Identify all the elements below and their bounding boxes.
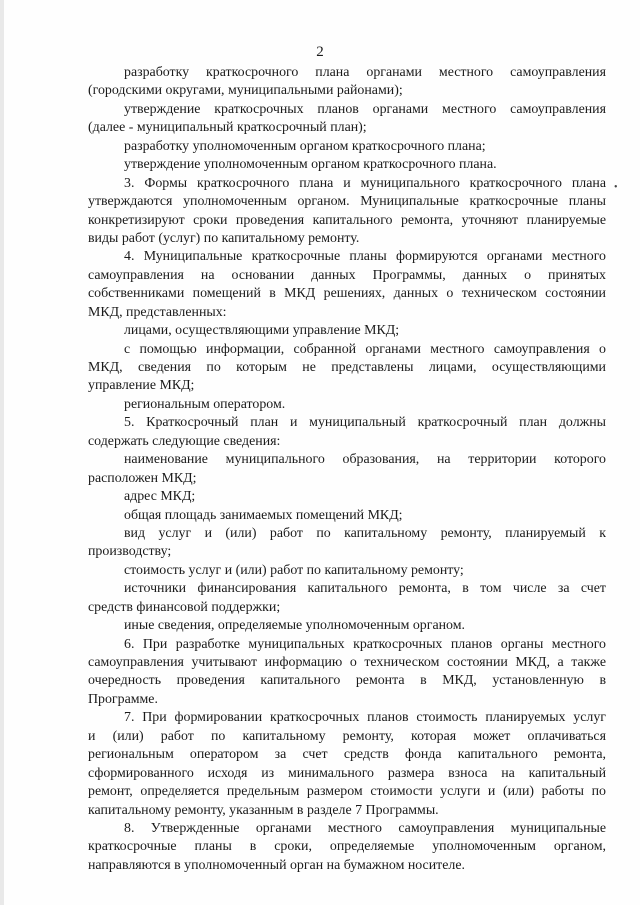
text-line: виды работ (услуг) по капитальному ремонту. <box>88 230 360 246</box>
text-line: адрес МКД; <box>124 489 196 505</box>
text-line: управление МКД; <box>88 378 195 394</box>
text-line: 8. Утвержденные органами местного самоуправления муниципальные <box>124 820 606 836</box>
text-line: разработку краткосрочного плана органами местного самоуправления <box>124 65 606 80</box>
text-line: 3. Формы краткосрочного плана и муниципального краткосрочного плана <box>124 175 606 191</box>
text-line: краткосрочные планы в сроки, определяемые уполномоченным органом, <box>88 839 606 855</box>
text-line: капитальному ремонту, указанным в разделе 7 Программы. <box>88 802 439 818</box>
text-line: средств финансовой поддержки; <box>88 599 281 615</box>
scan-edge <box>0 0 4 905</box>
text-line: очередность проведения капитального ремонта в МКД, установленную в <box>88 673 606 689</box>
text-line: конкретизируют сроки проведения капитального ремонта, уточняют планируемые <box>88 212 606 228</box>
text-line: 6. При разработке муниципальных краткосрочных планов органы местного <box>124 636 606 652</box>
text-line: 5. Краткосрочный план и муниципальный краткосрочный план должны <box>124 415 606 431</box>
document-body <box>88 64 606 875</box>
text-line: самоуправления учитывают информацию о техническом состоянии МКД, а также <box>88 655 606 670</box>
text-line: собственниками помещений в МКД решениях, данных о техническом состоянии <box>88 286 606 302</box>
text-line: наименование муниципального образования, на территории которого <box>124 452 606 468</box>
text-line: расположен МКД; <box>88 470 197 486</box>
text-line: направляются в уполномоченный орган на бумажном носителе. <box>88 857 465 873</box>
stray-mark: • <box>614 182 618 193</box>
text-line: (городскими округами, муниципальными районами); <box>88 83 403 99</box>
text-line: ремонт, определяется предельным размером стоимости услуги и (или) работы по <box>88 784 606 800</box>
text-line: 4. Муниципальные краткосрочные планы формируются органами местного <box>124 249 606 265</box>
text-line: лицами, осуществляющими управление МКД; <box>124 323 400 339</box>
text-line: 7. При формировании краткосрочных планов стоимость планируемых услуг <box>124 710 606 726</box>
text-line: сформированного исходя из минимального размера взноса на капитальный <box>88 765 606 781</box>
text-line: МКД, сведения по которым не представлены лицами, осуществляющими <box>88 360 606 375</box>
text-line: Программе. <box>88 691 158 707</box>
text-line: (далее - муниципальный краткосрочный план); <box>88 120 367 136</box>
text-line: разработку уполномоченным органом краткосрочного плана; <box>124 138 486 154</box>
text-line: и (или) работ по капитальному ремонту, которая может оплачиваться <box>88 728 606 744</box>
text-line: иные сведения, определяемые уполномоченным органом. <box>124 618 465 634</box>
text-line: с помощью информации, собранной органами местного самоуправления о <box>124 341 606 357</box>
text-line: утверждаются уполномоченным органом. Муниципальные краткосрочные планы <box>88 194 606 210</box>
page-number: 2 <box>316 44 324 60</box>
text-line: общая площадь занимаемых помещений МКД; <box>124 507 403 523</box>
text-line: стоимость услуг и (или) работ по капитальному ремонту; <box>124 562 464 578</box>
text-line: источники финансирования капитального ремонта, в том числе за счет <box>124 581 606 597</box>
text-line: производству; <box>88 544 172 560</box>
text-line: региональным оператором за счет средств фонда капитального ремонта, <box>88 747 606 763</box>
text-line: вид услуг и (или) работ по капитальному ремонту, планируемый к <box>124 525 606 541</box>
text-line: содержать следующие сведения: <box>88 433 281 449</box>
text-line: самоуправления на основании данных Программы, данных о принятых <box>88 267 606 283</box>
text-line: утверждение уполномоченным органом краткосрочного плана. <box>124 157 497 173</box>
text-line: МКД, представленных: <box>88 304 227 320</box>
text-line: региональным оператором. <box>124 396 286 412</box>
text-line: утверждение краткосрочных планов органами местного самоуправления <box>124 101 606 117</box>
